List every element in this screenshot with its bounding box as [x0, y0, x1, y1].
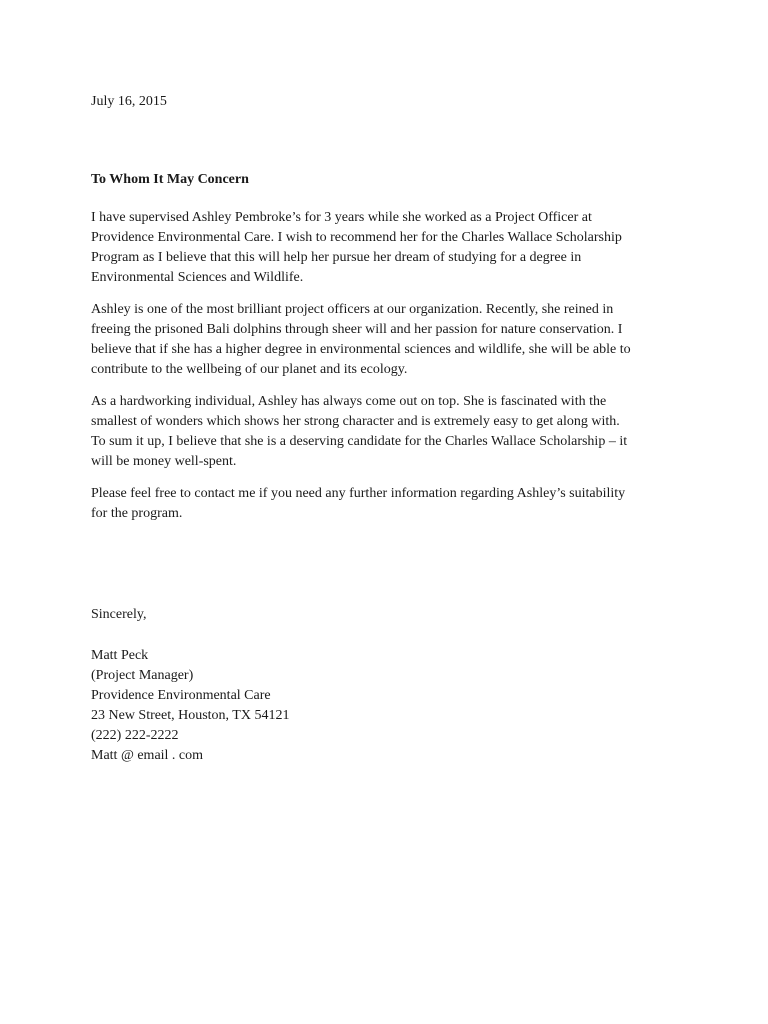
signature-block	[91, 646, 289, 766]
body-paragraph	[91, 300, 711, 380]
paragraph-line: To sum it up, I believe that she is a deserving candidate for the Charles Wallace Scholarship – it	[91, 434, 628, 449]
paragraph-line: I have supervised Ashley Pembroke’s for 3 years while she worked as a Project Officer at	[91, 210, 592, 225]
paragraph-line: Providence Environmental Care. I wish to recommend her for the Charles Wallace Scholarship	[91, 230, 622, 245]
salutation: To Whom It May Concern	[91, 172, 249, 187]
paragraph-line: Please feel free to contact me if you need any further information regarding Ashley’s suitability	[91, 486, 626, 501]
paragraph-line: Program as I believe that this will help her pursue her dream of studying for a degree in	[91, 250, 582, 265]
signer-address: 23 New Street, Houston, TX 54121	[91, 708, 290, 723]
signer-name: Matt Peck	[91, 648, 149, 663]
paragraph-line: freeing the prisoned Bali dolphins through sheer will and her passion for nature conservation. I	[91, 322, 623, 337]
letter-body	[91, 208, 711, 536]
paragraph-line: As a hardworking individual, Ashley has always come out on top. She is fascinated with the	[91, 394, 607, 409]
signer-organization: Providence Environmental Care	[91, 688, 271, 703]
paragraph-line: smallest of wonders which shows her strong character and is extremely easy to get along with.	[91, 414, 620, 429]
closing: Sincerely,	[91, 607, 147, 622]
body-paragraph	[91, 484, 711, 524]
body-paragraph	[91, 392, 711, 472]
signer-phone: (222) 222-2222	[91, 728, 179, 743]
paragraph-line: will be money well-spent.	[91, 454, 237, 469]
paragraph-line: contribute to the wellbeing of our planet and its ecology.	[91, 362, 408, 377]
paragraph-line: Ashley is one of the most brilliant project officers at our organization. Recently, she reined in	[91, 302, 614, 317]
letter-date: July 16, 2015	[91, 94, 167, 109]
paragraph-line: believe that if she has a higher degree in environmental sciences and wildlife, she will be able to	[91, 342, 631, 357]
signer-email: Matt @ email . com	[91, 748, 204, 763]
body-paragraph	[91, 208, 711, 288]
paragraph-line: Environmental Sciences and Wildlife.	[91, 270, 304, 285]
signer-title: (Project Manager)	[91, 668, 194, 683]
paragraph-line: for the program.	[91, 506, 183, 521]
